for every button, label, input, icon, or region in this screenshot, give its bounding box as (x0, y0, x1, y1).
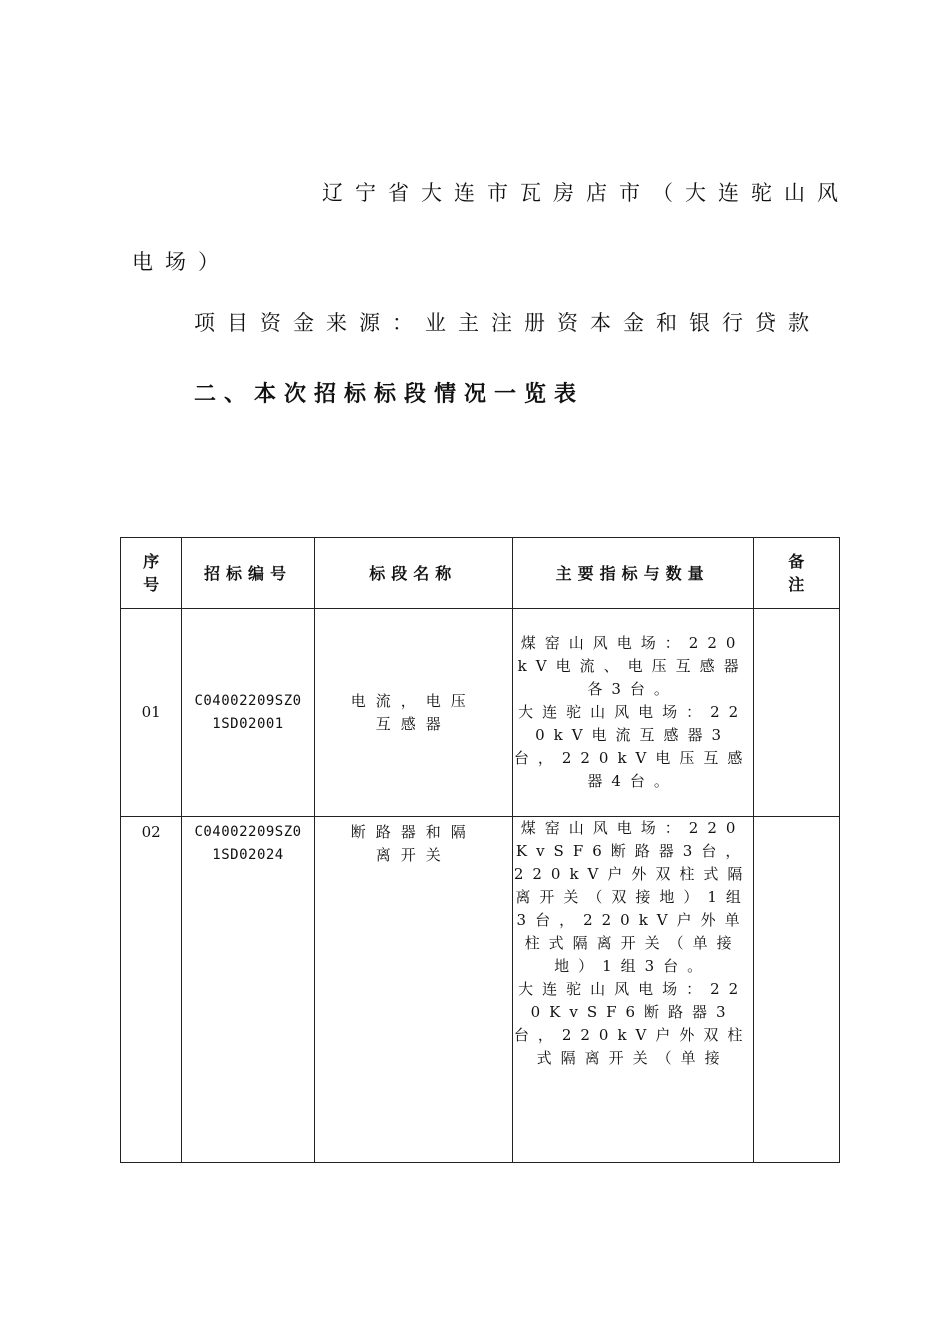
section-heading: 二、本次招标标段情况一览表 (194, 381, 585, 407)
row-seq: 01 (121, 609, 182, 817)
header-note: 备注 (753, 538, 839, 609)
row-spec (512, 817, 753, 1163)
row-note (753, 817, 839, 1163)
table-row (121, 817, 840, 1163)
header-code: 招标编号 (182, 538, 315, 609)
header-name: 标段名称 (314, 538, 512, 609)
header-seq: 序号 (121, 538, 182, 609)
row-seq: 02 (121, 817, 182, 1163)
row-spec (512, 609, 753, 817)
funding-source: 项目资金来源：业主注册资本金和银行贷款 (194, 311, 821, 335)
location-line-2: 电场） (132, 250, 231, 274)
table-header-row (121, 538, 840, 609)
row-name: 电流，电压互感器 (314, 609, 512, 817)
spec-line: 煤窑山风电场：220kV电流、电压互感器各3台。 (517, 634, 748, 698)
row-code: C04002209SZ01SD02024 (182, 817, 315, 1163)
header-spec: 主要指标与数量 (512, 538, 753, 609)
spec-line: 大连驼山风电场：220KvSF6断路器3台，220kV户外双柱式隔离开关（单接 (513, 980, 752, 1067)
spec-line: 大连驼山风电场：220kV电流互感器3台，220kV电压互感器4台。 (513, 703, 752, 790)
bid-sections-table (120, 537, 840, 1163)
table-row (121, 609, 840, 817)
location-line-1: 辽宁省大连市瓦房店市（大连驼山风 (322, 181, 850, 205)
row-code: C04002209SZ01SD02001 (182, 609, 315, 817)
row-name: 断路器和隔离开关 (314, 817, 512, 1163)
row-note (753, 609, 839, 817)
spec-line: 煤窑山风电场：220KvSF6断路器3台，220kV户外双柱式隔离开关（双接地）1组3台，220kV户外单柱式隔离开关（单接地）1组3台。 (513, 819, 752, 975)
